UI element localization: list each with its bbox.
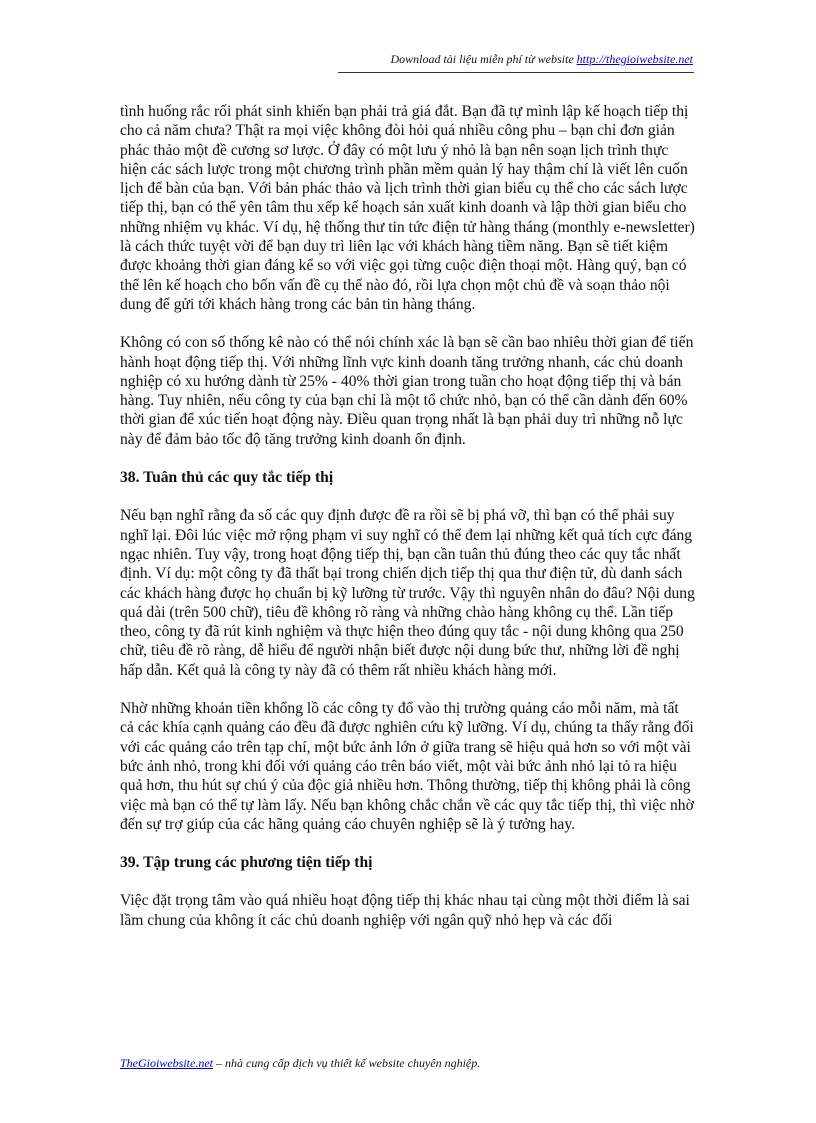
header-text: Download tài liệu miễn phí từ website [390,52,577,66]
page-header [120,52,693,66]
section-heading-39: 39. Tập trung các phương tiện tiếp thị [120,854,373,872]
footer-website-link[interactable]: TheGioiwebsite.net [120,1056,213,1070]
paragraph-3: Nếu bạn nghĩ rằng đa số các quy định được đề ra rồi sẽ bị phá vỡ, thì bạn có thể phải suy nghĩ lại. Đôi lúc việc mở rộng phạm vi suy nghĩ có thể đem lại những kết quả tích cực đáng ngạc nhiên. Tuy vậy, trong hoạt động tiếp thị, bạn cần tuân thủ đúng theo các quy tắc nhất định. Ví dụ: một công ty đã thất bại trong chiến dịch tiếp thị qua thư điện tử, dù danh sách các khách hàng được họ chuẩn bị kỹ lưỡng từ trước. Vậy thì nguyên nhân do đâu? Nội dung quá dài (trên 500 chữ), tiêu đề không rõ ràng và những chào hàng không cụ thể. Lần tiếp theo, công ty đã rút kinh nghiệm và thực hiện theo đúng quy tắc - nội dung không qua 250 chữ, tiêu đề rõ ràng, dễ hiểu để người nhận biết được nội dung bức thư, những lời đề nghị hấp dẫn. Kết quả là công ty này đã có thêm rất nhiều khách hàng mới. [120,507,695,679]
page-footer [120,1056,696,1070]
header-website-link[interactable]: http://thegioiwebsite.net [576,52,693,66]
footer-text: – nhà cung cấp dịch vụ thiết kế website chuyên nghiệp. [213,1056,481,1070]
document-body [120,102,696,930]
paragraph-2: Không có con số thống kê nào có thể nói chính xác là bạn sẽ cần bao nhiêu thời gian để tiến hành hoạt động tiếp thị. Với những lĩnh vực kinh doanh tăng trưởng nhanh, các chủ doanh nghiệp có xu hướng dành từ 25% - 40% thời gian trong tuần cho hoạt động tiếp thị và bán hàng. Tuy nhiên, nếu công ty của bạn chỉ là một tổ chức nhỏ, bạn có thể cần dành đến 60% thời gian để xúc tiến hoạt động này. Điều quan trọng nhất là bạn phải duy trì những nỗ lực này để đảm bảo tốc độ tăng trưởng kinh doanh ổn định. [120,334,694,448]
paragraph-1: tình huống rắc rối phát sinh khiến bạn phải trả giá đắt. Bạn đã tự mình lập kế hoạch tiếp thị cho cả năm chưa? Thật ra mọi việc không đòi hỏi quá nhiều công phu – bạn chỉ đơn giản phác thảo một đề cương sơ lược. Ở đây có một lưu ý nhỏ là bạn nên soạn lịch trình thực hiện các sách lược trong một chương trình phần mềm quản lý hay thậm chí là viết lên cuốn lịch để bàn của bạn. Với bản phác thảo và lịch trình thời gian biểu cụ thể cho các sách lược tiếp thị, bạn có thể yên tâm thu xếp kế hoạch sản xuất kinh doanh và lập thời gian biểu cho những nhiệm vụ khác. Ví dụ, hệ thống thư tin tức điện tử hàng tháng (monthly e-newsletter) là cách thức tuyệt vời để bạn duy trì liên lạc với khách hàng tiềm năng. Bạn sẽ tiết kiệm được khoảng thời gian đáng kể so với việc gọi từng cuộc điện thoại một. Hàng quý, bạn có thể lên kế hoạch cho bốn vấn đề cụ thể nào đó, rồi lựa chọn một chủ đề và soạn thảo nội dung để gửi tới khách hàng trong các bản tin hàng tháng. [120,103,695,313]
paragraph-5: Việc đặt trọng tâm vào quá nhiều hoạt động tiếp thị khác nhau tại cùng một thời điểm là sai lầm chung của không ít các chủ doanh nghiệp với ngân quỹ nhỏ hẹp và các đối [120,892,690,929]
section-heading-38: 38. Tuân thủ các quy tắc tiếp thị [120,469,334,487]
header-divider [338,72,694,73]
paragraph-4: Nhờ những khoản tiền khổng lồ các công ty đổ vào thị trường quảng cáo mỗi năm, mà tất cả các khía cạnh quảng cáo đều đã được nghiên cứu kỹ lưỡng. Ví dụ, chúng ta thấy rằng đối với các quảng cáo trên tạp chí, một bức ảnh lớn ở giữa trang sẽ hiệu quả hơn so với một vài bức ảnh nhỏ, trong khi đối với quảng cáo trên báo viết, một vài bức ảnh nhỏ lại tỏ ra hiệu quả hơn, thu hút sự chú ý của độc giả nhiều hơn. Thông thường, tiếp thị không phải là công việc mà bạn có thể tự làm lấy. Nếu bạn không chắc chắn về các quy tắc tiếp thị, thì việc nhờ đến sự trợ giúp của các hãng quảng cáo chuyên nghiệp sẽ là ý tưởng hay. [120,700,694,833]
